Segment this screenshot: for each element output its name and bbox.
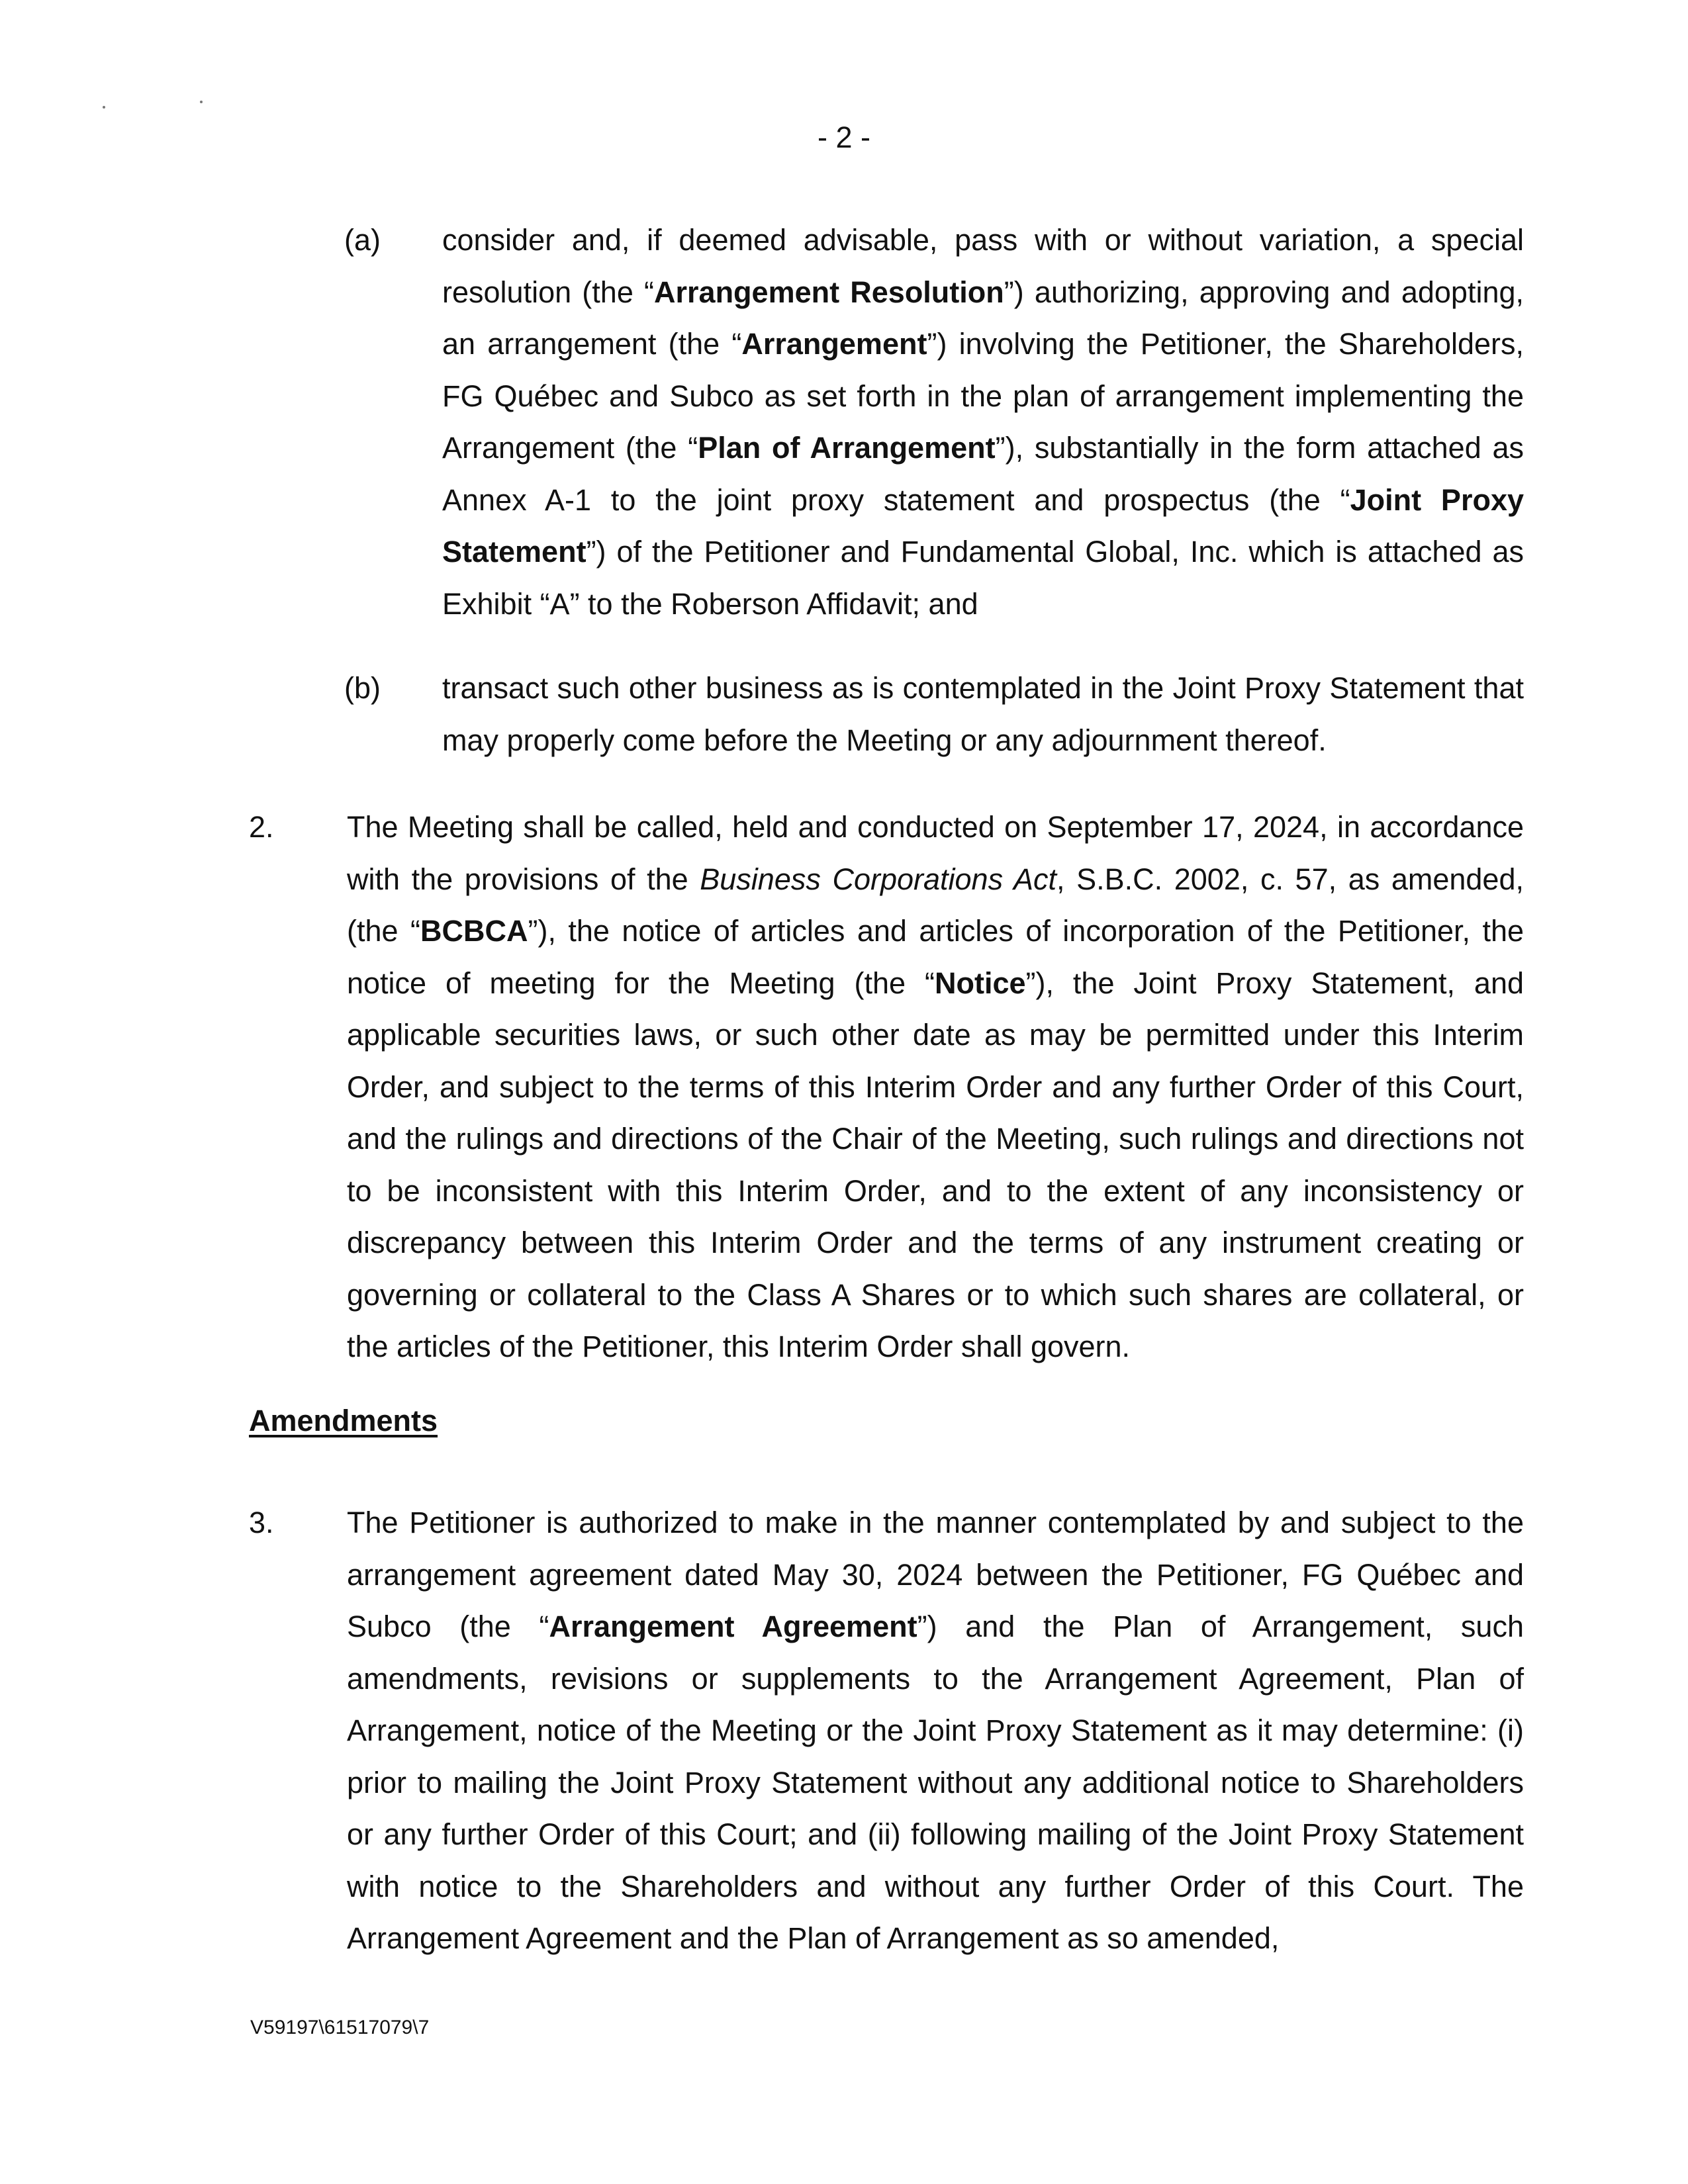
item-a-text: consider and, if deemed advisable, pass with or without variation, a special resolution (the “Arrangement Resolution”) authorizing, approving and adopting, an arrangement (the “Arrangement”) involving the Petitioner, the Shareholders, FG Québec and Subco as set forth in the plan of arrangement implementing the Arrangement (the “Plan of Arrangement”), substantially in the form attached as Annex A-1 to the joint proxy statement and prospectus (the “Joint Proxy Statement”) of the Petitioner and Fundamental Global, Inc. which is attached as Exhibit “A” to the Roberson Affidavit; and: [442, 223, 1524, 621]
para-3-label: 3.: [249, 1506, 274, 1539]
document-id: V59197\61517079\7: [250, 2017, 430, 2038]
page-number: - 2 -: [817, 120, 870, 154]
item-a-label: (a): [344, 223, 381, 257]
item-b-label: (b): [344, 671, 381, 705]
section-heading-amendments: Amendments: [249, 1404, 438, 1437]
scan-speck: [200, 101, 203, 103]
item-b-text: transact such other business as is contemplated in the Joint Proxy Statement that may properly come before the Meeting or any adjournment thereof.: [442, 671, 1524, 757]
scan-speck: [103, 106, 105, 109]
para-2-text: The Meeting shall be called, held and conducted on September 17, 2024, in accordance with the provisions of the Business Corporations Act, S.B.C. 2002, c. 57, as amended, (the “BCBCA”), the notice of articles and articles of incorporation of the Petitioner, the notice of meeting for the Meeting (the “Notice”), the Joint Proxy Statement, and applicable securities laws, or such other date as may be permitted under this Interim Order, and subject to the terms of this Interim Order and any further Order of this Court, and the rulings and directions of the Chair of the Meeting, such rulings and directions not to be inconsistent with this Interim Order, and to the extent of any inconsistency or discrepancy between this Interim Order and the terms of any instrument creating or governing or collateral to the Class A Shares or to which such shares are collateral, or the articles of the Petitioner, this Interim Order shall govern.: [347, 810, 1524, 1363]
para-2-label: 2.: [249, 810, 274, 844]
para-3-text: The Petitioner is authorized to make in the manner contemplated by and subject to the arrangement agreement dated May 30, 2024 between the Petitioner, FG Québec and Subco (the “Arrangement Agreement”) and the Plan of Arrangement, such amendments, revisions or supplements to the Arrangement Agreement, Plan of Arrangement, notice of the Meeting or the Joint Proxy Statement as it may determine: (i) prior to mailing the Joint Proxy Statement without any additional notice to Shareholders or any further Order of this Court; and (ii) following mailing of the Joint Proxy Statement with notice to the Shareholders and without any further Order of this Court. The Arrangement Agreement and the Plan of Arrangement as so amended,: [347, 1506, 1524, 1955]
